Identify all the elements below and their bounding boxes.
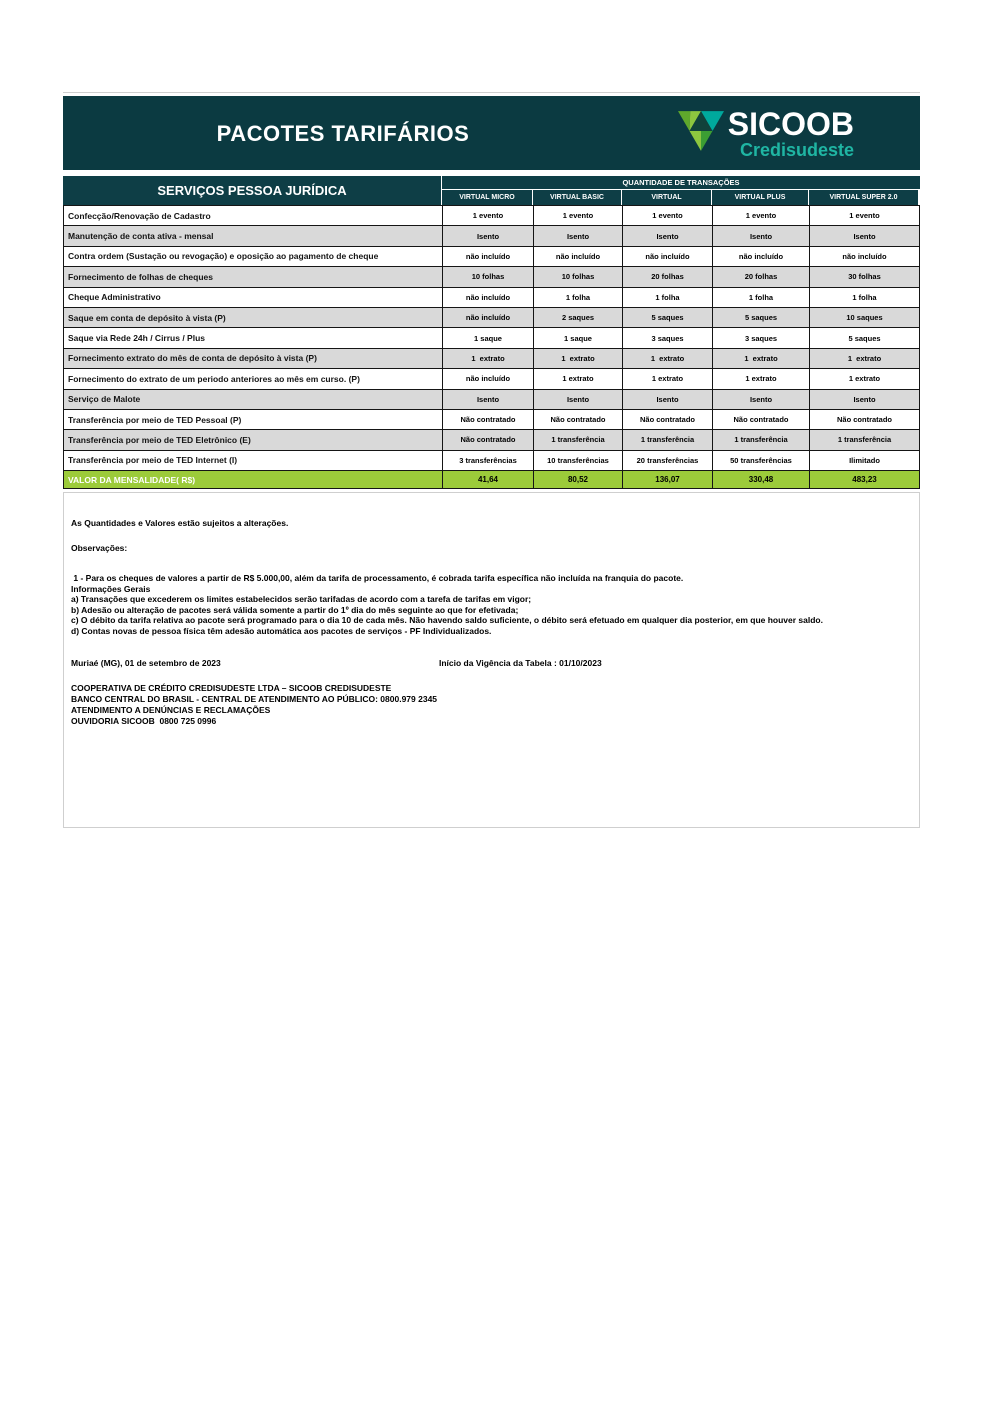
service-value: 3 saques <box>712 328 809 347</box>
service-value: não incluído <box>809 247 919 266</box>
observation-line: 1 - Para os cheques de valores a partir de R$ 5.000,00, além da tarifa de processamento, é cobrada tarifa específica não incluída na franquia do pacote. <box>71 573 684 584</box>
service-value: 10 folhas <box>442 267 533 286</box>
service-value: 1 transferência <box>533 430 622 449</box>
monthly-fee-value: 136,07 <box>622 471 712 488</box>
table-row <box>64 288 919 308</box>
service-value: 1 evento <box>442 206 533 225</box>
table-row <box>64 328 919 348</box>
sicoob-triangle-icon <box>678 111 724 151</box>
service-value: não incluído <box>712 247 809 266</box>
service-label: Fornecimento de folhas de cheques <box>68 271 214 282</box>
service-label: Manutenção de conta ativa - mensal <box>68 231 214 242</box>
service-value: 5 saques <box>712 308 809 327</box>
service-value: Isento <box>712 390 809 409</box>
service-value: 1 extrato <box>712 349 809 368</box>
service-value: Não contratado <box>442 410 533 429</box>
column-header-virtual: VIRTUAL <box>622 190 711 205</box>
logo-text <box>728 108 854 159</box>
service-value: Isento <box>533 390 622 409</box>
company-line: BANCO CENTRAL DO BRASIL - CENTRAL DE ATENDIMENTO AO PÚBLICO: 0800.979 2345 <box>71 694 438 705</box>
service-label: Fornecimento extrato do mês de conta de depósito à vista (P) <box>68 353 317 364</box>
service-label: Cheque Administrativo <box>68 292 161 303</box>
service-label: Fornecimento do extrato de um periodo anteriores ao mês em curso. (P) <box>68 373 360 384</box>
service-value: 1 extrato <box>533 349 622 368</box>
service-value: 1 transferência <box>809 430 919 449</box>
logo-unit: Credisudeste <box>739 140 854 160</box>
service-value: 10 transferências <box>533 451 622 470</box>
table-row <box>64 349 919 369</box>
service-value: 2 saques <box>533 308 622 327</box>
monthly-fee-value: 483,23 <box>809 471 919 488</box>
service-value: 10 folhas <box>533 267 622 286</box>
service-value: 10 saques <box>809 308 919 327</box>
service-value: 1 folha <box>809 288 919 307</box>
service-value: não incluído <box>442 308 533 327</box>
service-value: 1 evento <box>809 206 919 225</box>
company-line: COOPERATIVA DE CRÉDITO CREDISUDESTE LTDA – SICOOB CREDISUDESTE <box>71 683 392 694</box>
package-column-headers <box>442 190 920 205</box>
service-value: 20 folhas <box>622 267 712 286</box>
service-value: Isento <box>622 226 712 245</box>
logo-brand: SICOOB <box>727 106 854 142</box>
service-label: Contra ordem (Sustação ou revogação) e oposição ao pagamento de cheque <box>68 251 379 262</box>
table-row <box>64 226 919 246</box>
observation-line: Informações Gerais <box>71 583 151 594</box>
table-row <box>64 308 919 328</box>
service-value: 1 evento <box>533 206 622 225</box>
service-value: 20 transferências <box>622 451 712 470</box>
service-value: 1 saque <box>533 328 622 347</box>
service-value: 1 extrato <box>442 349 533 368</box>
service-value: Não contratado <box>622 410 712 429</box>
company-line: ATENDIMENTO A DENÚNCIAS E RECLAMAÇÕES <box>71 705 271 716</box>
service-value: não incluído <box>622 247 712 266</box>
service-label: Transferência por meio de TED Eletrônico (E) <box>68 434 251 445</box>
service-value: 30 folhas <box>809 267 919 286</box>
table-header <box>63 176 920 205</box>
banner <box>63 96 920 170</box>
service-value: 1 extrato <box>809 349 919 368</box>
observation-line: c) O débito da tarifa relativa ao pacote será programado para o dia 10 de cada mês. Não havendo saldo suficiente, o débito será efetuado em qualquer dia posterior, em que houver saldo. <box>71 615 823 626</box>
column-header-virtual-super20: VIRTUAL SUPER 2.0 <box>809 190 918 205</box>
service-value: 20 folhas <box>712 267 809 286</box>
table-body-rows <box>64 206 919 471</box>
service-value: não incluído <box>442 247 533 266</box>
place-date: Muriaé (MG), 01 de setembro de 2023 <box>71 658 221 669</box>
service-value: 3 transferências <box>442 451 533 470</box>
observation-line: b) Adesão ou alteração de pacotes será válida somente a partir do 1º dia do mês seguinte ao que for efetivada; <box>71 604 519 615</box>
service-value: 1 folha <box>533 288 622 307</box>
service-value: Ilimitado <box>809 451 919 470</box>
page-title: PACOTES TARIFÁRIOS <box>216 121 470 146</box>
service-value: não incluído <box>442 369 533 388</box>
date-validity-row <box>71 658 913 668</box>
disclaimer-text: As Quantidades e Valores estão sujeitos a alterações. <box>71 518 289 529</box>
group-header: QUANTIDADE DE TRANSAÇÕES <box>442 176 920 189</box>
service-value: Não contratado <box>442 430 533 449</box>
monthly-fee-value: 330,48 <box>712 471 809 488</box>
service-value: 1 extrato <box>622 349 712 368</box>
service-value: Não contratado <box>809 410 919 429</box>
service-value: Isento <box>809 390 919 409</box>
observations-lines <box>71 573 913 637</box>
service-value: 1 extrato <box>809 369 919 388</box>
service-value: 1 evento <box>622 206 712 225</box>
service-label: Transferência por meio de TED Pessoal (P) <box>68 414 242 425</box>
table-body <box>63 205 920 489</box>
table-row <box>64 410 919 430</box>
service-value: 1 saque <box>442 328 533 347</box>
table-row <box>64 267 919 287</box>
service-value: 3 saques <box>622 328 712 347</box>
service-label: Transferência por meio de TED Internet (I) <box>68 455 238 466</box>
service-value: 1 transferência <box>622 430 712 449</box>
service-value: Isento <box>809 226 919 245</box>
observations-title: Observações: <box>71 543 128 554</box>
service-label: Saque em conta de depósito à vista (P) <box>68 312 226 323</box>
column-header-virtual-micro: VIRTUAL MICRO <box>442 190 532 205</box>
observation-line: d) Contas novas de pessoa física têm adesão automática aos pacotes de serviços - PF Individualizados. <box>71 626 492 637</box>
service-value: 1 extrato <box>712 369 809 388</box>
service-value: 1 evento <box>712 206 809 225</box>
service-column-header: SERVIÇOS PESSOA JURÍDICA <box>63 176 441 205</box>
observation-line: a) Transações que excederem os limites estabelecidos serão tarifadas de acordo com a tarefa de tarifas em vigor; <box>71 594 532 605</box>
monthly-fee-label: VALOR DA MENSALIDADE( R$) <box>68 474 196 485</box>
monthly-fee-row <box>64 471 919 488</box>
service-label: Saque via Rede 24h / Cirrus / Plus <box>68 333 205 344</box>
service-value: não incluído <box>442 288 533 307</box>
service-label: Confecção/Renovação de Cadastro <box>68 210 211 221</box>
service-value: 50 transferências <box>712 451 809 470</box>
service-value: não incluído <box>533 247 622 266</box>
service-value: Isento <box>622 390 712 409</box>
monthly-fee-value: 80,52 <box>533 471 622 488</box>
service-value: 1 folha <box>622 288 712 307</box>
table-validity: Início da Vigência da Tabela : 01/10/2023 <box>439 658 602 669</box>
table-row <box>64 390 919 410</box>
service-value: Não contratado <box>712 410 809 429</box>
table-row <box>64 369 919 389</box>
transactions-header-group <box>442 176 920 205</box>
table-row <box>64 247 919 267</box>
table-row <box>64 206 919 226</box>
company-line: OUVIDORIA SICOOB 0800 725 0996 <box>71 716 217 727</box>
service-value: Isento <box>533 226 622 245</box>
service-value: Isento <box>442 226 533 245</box>
column-header-virtual-plus: VIRTUAL PLUS <box>712 190 808 205</box>
service-label: Serviço de Malote <box>68 394 141 405</box>
service-value: 1 extrato <box>622 369 712 388</box>
service-value: Não contratado <box>533 410 622 429</box>
company-info <box>71 683 437 727</box>
service-value: 1 folha <box>712 288 809 307</box>
service-value: 5 saques <box>622 308 712 327</box>
service-value: 5 saques <box>809 328 919 347</box>
service-value: 1 extrato <box>533 369 622 388</box>
table-row <box>64 451 919 471</box>
column-header-virtual-basic: VIRTUAL BASIC <box>533 190 621 205</box>
table-row <box>64 430 919 450</box>
monthly-fee-value: 41,64 <box>442 471 533 488</box>
service-value: Isento <box>442 390 533 409</box>
notes-box <box>63 492 920 828</box>
sicoob-logo <box>678 108 854 159</box>
service-value: Isento <box>712 226 809 245</box>
tariff-document <box>63 92 920 828</box>
service-value: 1 transferência <box>712 430 809 449</box>
